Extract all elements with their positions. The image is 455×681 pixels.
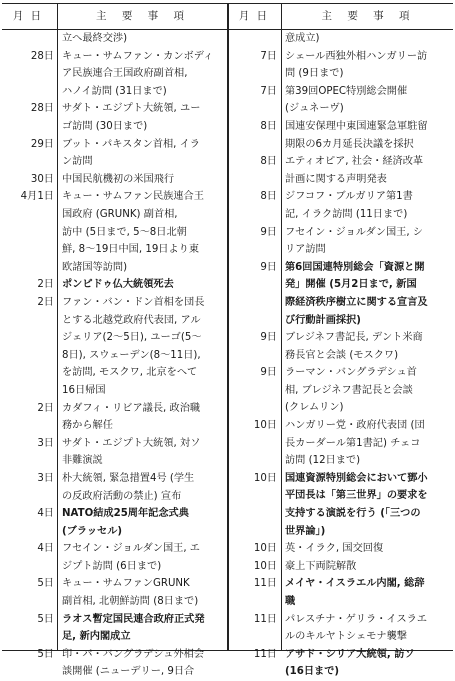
entry-line: 記, イラク訪問 (11日まで): [285, 208, 408, 220]
entry-date: 28日: [30, 103, 54, 115]
entry-line: ハンガリー党・政府代表団 (団: [285, 420, 425, 432]
entry-text: [285, 118, 428, 153]
left-column: [2, 30, 226, 681]
entry-line: ジフコフ・ブルガリア第1書: [285, 191, 413, 203]
entry-line: 副首相, 北朝鮮訪問 (8日まで): [62, 596, 199, 608]
entry-line: 第39回OPEC特別総会開催: [285, 85, 408, 97]
entry-row: [2, 400, 226, 435]
entry-row: [229, 153, 453, 188]
entry-text: [285, 48, 427, 83]
entry-date: 11日: [253, 578, 277, 590]
entry-text: [62, 30, 127, 48]
entry-line: (16日まで): [285, 666, 340, 678]
entry-text: [285, 329, 423, 364]
entry-text: [285, 153, 423, 188]
entry-row: [2, 100, 226, 135]
entry-date: 7日: [260, 85, 277, 97]
entry-text: [62, 276, 174, 294]
entry-line: 務長官と会談 (モスクワ): [285, 349, 399, 361]
entry-text: [62, 611, 205, 646]
entry-row: [229, 118, 453, 153]
entry-date: 2日: [37, 402, 54, 414]
entry-row: [2, 611, 226, 646]
entry-line: 英・イラク, 国交回復: [285, 543, 384, 555]
entry-line: 第6回国連特別総会「資源と開: [285, 261, 425, 273]
entry-text: [62, 171, 174, 189]
entry-date: 9日: [260, 226, 277, 238]
entry-text: [285, 558, 356, 576]
entry-line: サダト・エジプト大統領, ユー: [62, 103, 201, 115]
entry-line: フセイン・ジョルダン国王, エ: [62, 543, 200, 555]
entry-text: [62, 48, 213, 101]
entry-line: を訪問, モスクワ, 北京をへて: [62, 367, 198, 379]
entry-line: NATO結成25周年記念式典: [62, 508, 189, 520]
entry-line: (ジュネーヴ): [285, 103, 344, 115]
entry-date: 4日: [37, 543, 54, 555]
entry-line: 世界論」): [285, 525, 326, 537]
entry-line: アサド・シリア大統領, 訪ソ: [285, 648, 415, 660]
entry-date: 9日: [260, 261, 277, 273]
entry-line: ハノイ訪問 (31日まで): [62, 85, 167, 97]
entry-line: ポンピドゥ仏大統領死去: [62, 279, 174, 291]
chronology-page: [2, 3, 453, 678]
entry-text: [62, 400, 200, 435]
entry-row: [229, 611, 453, 646]
entry-text: [285, 470, 428, 540]
entry-line: 問 (9日まで): [285, 68, 344, 80]
entry-line: ブット・パキスタン首相, イラ: [62, 138, 200, 150]
entry-text: [285, 611, 427, 646]
entry-text: [285, 224, 423, 259]
entry-text: [62, 136, 200, 171]
entry-row: [229, 540, 453, 558]
right-column: [229, 30, 453, 681]
entry-date: 8日: [260, 156, 277, 168]
entry-line: ジェリア(2〜5日), ユーゴ(5〜: [62, 332, 202, 344]
entry-line: (クレムリン): [285, 402, 344, 414]
left-date-header: 月 日: [12, 10, 44, 22]
entry-row: [2, 435, 226, 470]
entry-line: 16日帰国: [62, 384, 106, 396]
entry-line: 欧諸国等訪問): [62, 261, 128, 273]
entry-row: [2, 276, 226, 294]
entry-row: [2, 575, 226, 610]
entry-line: び行動計画採択): [285, 314, 361, 326]
entry-line: 期限の6カ月延長決議を採択: [285, 138, 414, 150]
entry-line: ラオス暫定国民連合政府正式発: [62, 613, 205, 625]
entry-text: [285, 646, 415, 681]
entry-line: 務から解任: [62, 420, 113, 432]
entry-text: [62, 470, 194, 505]
entry-date: 10日: [253, 543, 277, 555]
entry-line: の反政府活動の禁止) 宣布: [62, 490, 182, 502]
entry-line: 鮮, 8〜19日中国, 19日より東: [62, 244, 200, 256]
entry-line: ア民族連合王国政府副首相,: [62, 68, 188, 80]
entry-row: [2, 294, 226, 400]
entry-row: [229, 470, 453, 540]
entry-line: ン訪問: [62, 156, 93, 168]
entry-line: 談開催 (ニューデリー, 9日合: [62, 666, 195, 678]
entry-row: [2, 136, 226, 171]
entry-row: [229, 646, 453, 681]
entry-row: [2, 171, 226, 189]
entry-text: [285, 364, 417, 417]
entry-date: 8日: [260, 191, 277, 203]
entry-text: [62, 435, 200, 470]
entry-date: 2日: [37, 279, 54, 291]
entry-date: 10日: [253, 420, 277, 432]
entry-text: [62, 294, 204, 400]
entry-text: [62, 575, 198, 610]
right-events-header: 主 要 事 項: [321, 10, 416, 22]
entry-date: 2日: [37, 296, 54, 308]
entry-row: [229, 417, 453, 470]
entry-line: カダフィ・リビア議長, 政治職: [62, 402, 201, 414]
entry-date: 5日: [37, 613, 54, 625]
entry-line: エティオピア, 社会・経済改革: [285, 156, 424, 168]
entry-date: 11日: [253, 613, 277, 625]
entry-line: ゴ訪問 (30日まで): [62, 120, 148, 132]
entry-line: サダト・エジプト大統領, 対ソ: [62, 437, 201, 449]
entry-text: [62, 540, 200, 575]
entry-line: ラーマン・バングラデシュ首: [285, 367, 417, 379]
entry-line: 国連安保理中東国連緊急軍駐留: [285, 120, 428, 132]
entry-row: [229, 83, 453, 118]
entry-date: 28日: [30, 50, 54, 62]
entry-text: [62, 505, 189, 540]
entry-line: とする北越党政府代表団, アル: [62, 314, 201, 326]
entry-text: [285, 83, 407, 118]
entry-date: 4日: [37, 508, 54, 520]
entry-row: [2, 30, 226, 48]
entry-line: 印・パ・バングラデシュ外相会: [62, 648, 205, 660]
entry-row: [2, 540, 226, 575]
entry-line: ブレジネフ書記長, デント米商: [285, 332, 423, 344]
entry-date: 3日: [37, 437, 54, 449]
entry-row: [229, 48, 453, 83]
entry-line: メイヤ・イスラエル内閣, 総辞: [285, 578, 425, 590]
entry-row: [2, 505, 226, 540]
entry-line: 朴大統領, 緊急措置4号 (学生: [62, 472, 195, 484]
entry-row: [2, 470, 226, 505]
entry-row: [2, 646, 226, 681]
entry-row: [2, 188, 226, 276]
entry-row: [229, 558, 453, 576]
entry-row: [229, 259, 453, 329]
entry-line: 訪中 (5日まで, 5〜8日北朝: [62, 226, 187, 238]
entry-line: 平団長は「第三世界」の要求を: [285, 490, 428, 502]
entry-line: ルのキルヤトシェモナ襲撃: [285, 631, 407, 643]
entry-line: 豪上下両院解散: [285, 560, 357, 572]
entry-date: 29日: [30, 138, 54, 150]
entry-line: 長カーダール第1書記) チェコ: [285, 437, 421, 449]
entry-line: 立へ最終交渉): [62, 33, 128, 44]
entry-line: 足, 新内閣成立: [62, 631, 131, 643]
entry-date: 9日: [260, 332, 277, 344]
entry-line: 中国民航機初の米国飛行: [62, 173, 175, 185]
entry-line: ジプト訪問 (6日まで): [62, 560, 162, 572]
entry-line: シェール西独外相ハンガリー訪: [285, 50, 428, 62]
entry-text: [62, 100, 200, 135]
entry-row: [229, 364, 453, 417]
entry-line: パレスチナ・ゲリラ・イスラエ: [285, 613, 428, 625]
entry-row: [229, 329, 453, 364]
entry-date: 5日: [37, 578, 54, 590]
entry-row: [229, 30, 453, 48]
entry-line: 職: [285, 596, 296, 608]
entry-line: 国政府 (GRUNK) 副首相,: [62, 208, 178, 220]
entry-line: 計画に関する声明発表: [285, 173, 387, 185]
entry-date: 9日: [260, 367, 277, 379]
entry-line: キュー・サムファンGRUNK: [62, 578, 190, 590]
entry-row: [2, 48, 226, 101]
entry-line: 発」開催 (5月2日まで, 新国: [285, 279, 417, 291]
entry-text: [285, 188, 413, 223]
entry-text: [285, 30, 320, 48]
entry-date: 8日: [260, 120, 277, 132]
entry-date: 30日: [30, 173, 54, 185]
entry-date: 10日: [253, 472, 277, 484]
entry-line: 際経済秩序樹立に関する宣言及: [285, 296, 428, 308]
entry-text: [285, 259, 428, 329]
entry-row: [229, 188, 453, 223]
left-events-header: 主 要 事 項: [95, 10, 190, 22]
entry-line: 相, ブレジネフ書記長と会談: [285, 384, 413, 396]
entry-line: フセイン・ジョルダン国王, シ: [285, 226, 423, 238]
entry-text: [285, 540, 383, 558]
entry-line: 支持する演説を行う (「三つの: [285, 508, 421, 520]
entry-line: 8日), スウェーデン(8〜11日),: [62, 349, 201, 361]
entry-line: 非難演説: [62, 455, 103, 467]
entry-text: [62, 646, 204, 681]
entry-line: キュー・サムファン・カンボディ: [62, 50, 214, 62]
right-date-header: 月 日: [238, 10, 270, 22]
entry-line: 訪問 (12日まで): [285, 455, 361, 467]
entry-row: [229, 224, 453, 259]
entry-line: リア訪問: [285, 244, 326, 256]
entry-line: (ブラッセル): [62, 525, 123, 537]
entry-date: 5日: [37, 648, 54, 660]
entry-text: [62, 188, 204, 276]
entry-line: キュー・サムファン民族連合王: [62, 191, 204, 203]
entry-line: 意成立): [285, 33, 320, 44]
entry-text: [285, 417, 425, 470]
entry-date: 10日: [253, 560, 277, 572]
entry-line: 国連資源特別総会において鄧小: [285, 472, 428, 484]
entry-date: 4月1日: [20, 191, 54, 203]
entry-row: [229, 575, 453, 610]
entry-date: 11日: [253, 648, 277, 660]
entry-text: [285, 575, 425, 610]
entry-line: ファン・バン・ドン首相を団長: [62, 296, 205, 308]
entry-date: 3日: [37, 472, 54, 484]
entry-date: 7日: [260, 50, 277, 62]
